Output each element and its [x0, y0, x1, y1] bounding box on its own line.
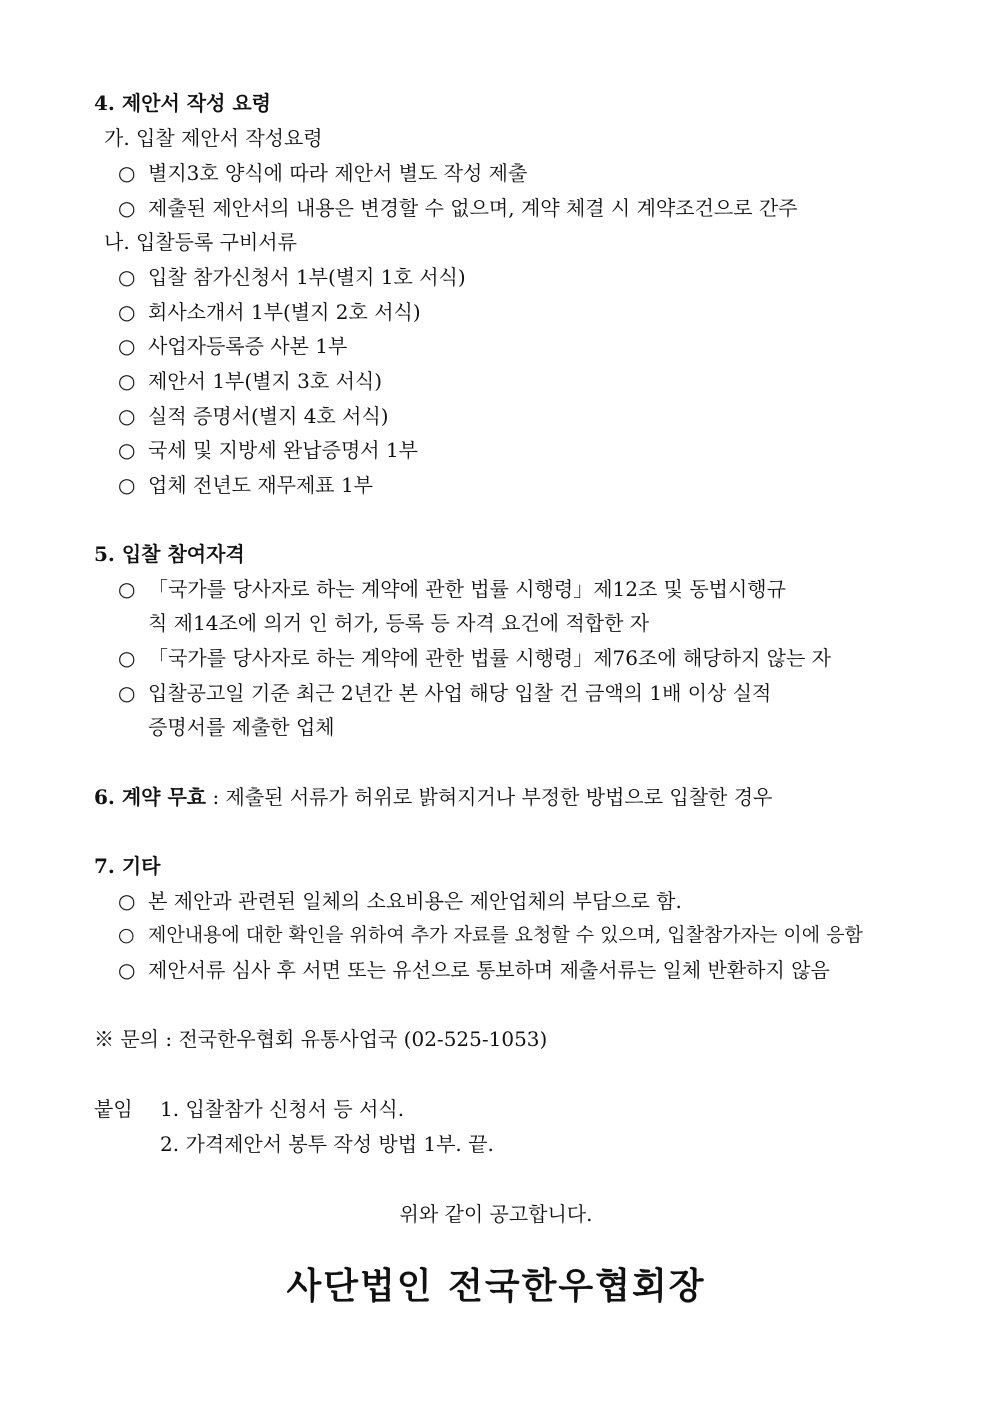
bullet-circle-icon: ○ [118, 958, 136, 982]
list-item-continuation: 증명서를 제출한 업체 [148, 715, 335, 739]
inquiry-line: ※ 문의 : 전국한우협회 유통사업국 (02-525-1053) [94, 1027, 548, 1051]
list-item: ○ 「국가를 당사자로 하는 계약에 관한 법률 시행령」제76조에 해당하지 않는 자 [118, 646, 831, 670]
list-item: ○ 업체 전년도 재무제표 1부 [118, 473, 373, 497]
bullet-circle-icon: ○ [118, 404, 136, 428]
bullet-circle-icon: ○ [118, 924, 135, 946]
attachment-label: 붙임 [94, 1097, 133, 1121]
bullet-circle-icon: ○ [118, 196, 136, 220]
bullet-circle-icon: ○ [118, 473, 136, 497]
closing-statement: 위와 같이 공고합니다. [399, 1202, 593, 1226]
section-7-heading: 7. 기타 [94, 854, 161, 878]
attachment-item: 1. 입찰참가 신청서 등 서식. [160, 1097, 405, 1121]
section-4-subheading-na: 나. 입찰등록 구비서류 [104, 230, 297, 254]
section-6-line [94, 784, 772, 810]
list-item-continuation: 칙 제14조에 의거 인 허가, 등록 등 자격 요건에 적합한 자 [148, 611, 650, 635]
bullet-circle-icon: ○ [118, 438, 136, 462]
list-item: ○ 제안서류 심사 후 서면 또는 유선으로 통보하며 제출서류는 일체 반환하지 않음 [118, 958, 830, 982]
list-item: ○ 입찰 참가신청서 1부(별지 1호 서식) [118, 265, 466, 289]
list-item: ○ 입찰공고일 기준 최근 2년간 본 사업 해당 입찰 건 금액의 1배 이상 실적 [118, 681, 772, 705]
list-item: ○ 제안내용에 대한 확인을 위하여 추가 자료를 요청할 수 있으며, 입찰참가자는 이에 응함 [118, 924, 863, 946]
section-4-heading: 4. 제안서 작성 요령 [94, 91, 272, 115]
list-item: ○ 회사소개서 1부(별지 2호 서식) [118, 300, 421, 324]
bullet-circle-icon: ○ [118, 577, 136, 601]
bullet-circle-icon: ○ [118, 646, 136, 670]
section-6-text: : 제출된 서류가 허위로 밝혀지거나 부정한 방법으로 입찰한 경우 [206, 785, 773, 809]
list-item: ○ 제출된 제안서의 내용은 변경할 수 없으며, 계약 체결 시 계약조건으로 간주 [118, 196, 798, 220]
list-item: ○ 국세 및 지방세 완납증명서 1부 [118, 438, 418, 462]
bullet-circle-icon: ○ [118, 369, 136, 393]
bullet-circle-icon: ○ [118, 300, 136, 324]
attachment-item: 2. 가격제안서 봉투 작성 방법 1부. 끝. [160, 1132, 494, 1156]
bullet-circle-icon: ○ [118, 889, 136, 913]
list-item: ○ 「국가를 당사자로 하는 계약에 관한 법률 시행령」제12조 및 동법시행규 [118, 577, 786, 601]
bullet-circle-icon: ○ [118, 334, 136, 358]
signature-title: 사단법인 전국한우협회장 [286, 1265, 706, 1307]
section-5-heading: 5. 입찰 참여자격 [94, 542, 245, 566]
list-item: ○ 별지3호 양식에 따라 제안서 별도 작성 제출 [118, 161, 528, 185]
list-item: ○ 실적 증명서(별지 4호 서식) [118, 404, 389, 428]
list-item: ○ 사업자등록증 사본 1부 [118, 334, 348, 358]
list-item: ○ 본 제안과 관련된 일체의 소요비용은 제안업체의 부담으로 함. [118, 889, 682, 913]
section-6-heading: 6. 계약 무효 [94, 785, 207, 809]
bullet-circle-icon: ○ [118, 265, 136, 289]
bullet-circle-icon: ○ [118, 161, 136, 185]
bullet-circle-icon: ○ [118, 681, 136, 705]
section-4-subheading-ga: 가. 입찰 제안서 작성요령 [104, 126, 323, 150]
list-item: ○ 제안서 1부(별지 3호 서식) [118, 369, 383, 393]
